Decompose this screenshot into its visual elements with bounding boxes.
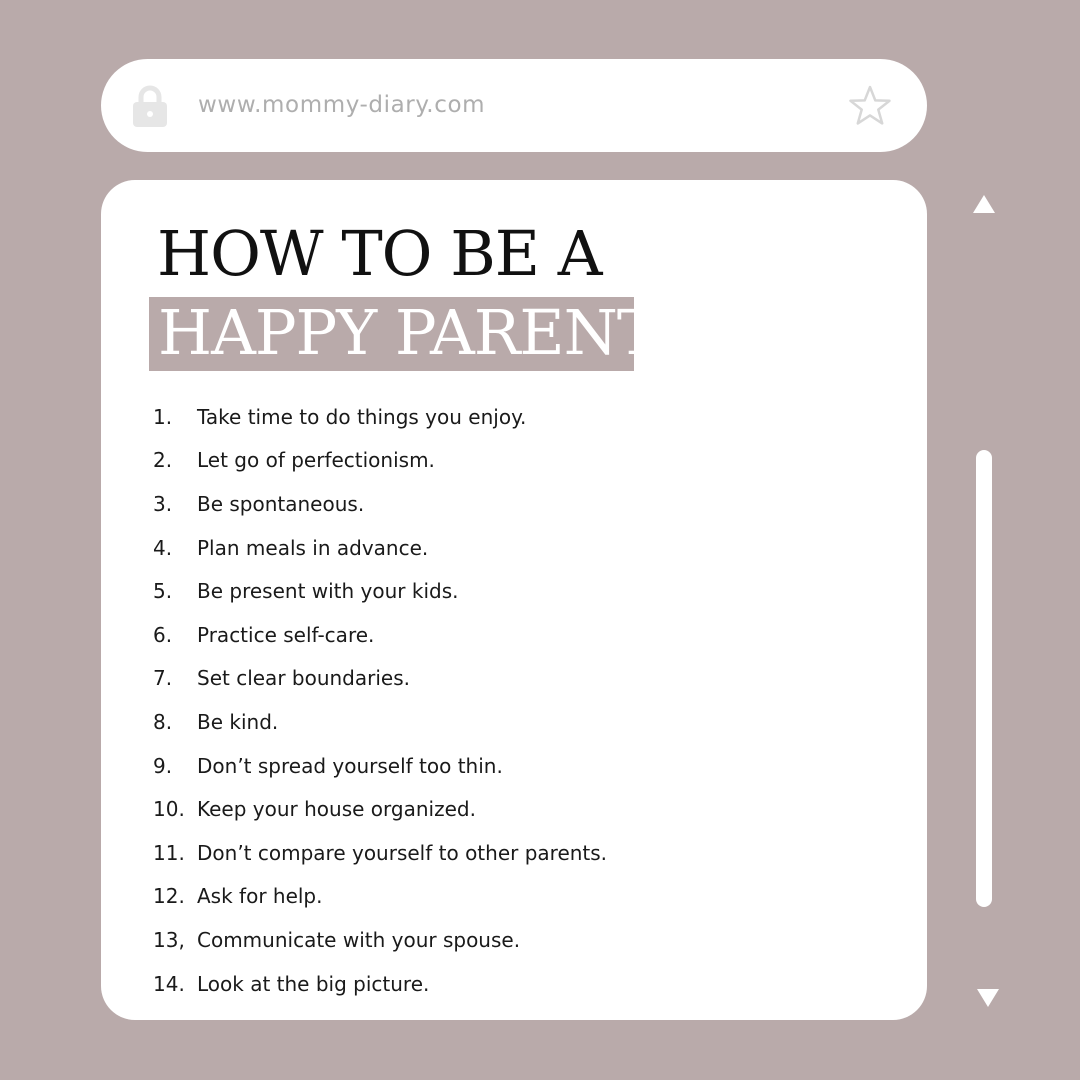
list-item-text: Be kind. [197,709,279,734]
list-item-number: 2. [153,448,173,473]
list-item-number: 6. [153,622,173,647]
list-item-text: Don’t spread yourself too thin. [197,753,503,778]
list-item-number: 3. [153,491,173,516]
scrollbar-thumb[interactable] [976,450,992,907]
list-item-number: 8. [153,709,173,734]
list-item-text: Don’t compare yourself to other parents. [197,840,608,865]
list-item [153,962,607,1006]
lock-icon [133,85,167,127]
page-title-highlighted: HAPPY PARENT [158,296,658,369]
list-item [153,744,607,788]
list-item-number: 12. [153,884,185,909]
list-item [153,918,607,962]
star-icon[interactable] [848,85,892,127]
list-item-text: Communicate with your spouse. [197,927,521,952]
triangle-down-icon[interactable] [976,988,1000,1008]
list-item-text: Keep your house organized. [197,797,476,822]
list-item-text: Ask for help. [197,884,323,909]
list-item [153,395,607,439]
list-item [153,875,607,919]
list-item-text: Be spontaneous. [197,491,365,516]
list-item-text: Be present with your kids. [197,579,459,604]
list-item-text: Let go of perfectionism. [197,448,435,473]
list-item [153,657,607,701]
list-item-number: 14. [153,971,185,996]
list-item-text: Look at the big picture. [197,971,430,996]
list-item-number: 7. [153,666,173,691]
triangle-up-icon[interactable] [972,194,996,214]
list-item [153,439,607,483]
list-item-text: Practice self-care. [197,622,375,647]
list-item [153,613,607,657]
list-item-number: 13, [153,927,185,952]
list-item [153,787,607,831]
list-item [153,569,607,613]
list-item-number: 5. [153,579,173,604]
list-item [153,700,607,744]
list-item-text: Set clear boundaries. [197,666,410,691]
list-item-text: Plan meals in advance. [197,535,429,560]
list-item-number: 11. [153,840,185,865]
list-item-number: 9. [153,753,173,778]
list-item-number: 10. [153,797,185,822]
tips-list [153,395,607,1005]
list-item-number: 4. [153,535,173,560]
list-item [153,526,607,570]
list-item-text: Take time to do things you enjoy. [197,404,527,429]
url-text[interactable]: www.mommy-diary.com [198,92,486,118]
list-item [153,482,607,526]
page-title: HOW TO BE A [157,217,602,290]
list-item [153,831,607,875]
list-item-number: 1. [153,404,173,429]
